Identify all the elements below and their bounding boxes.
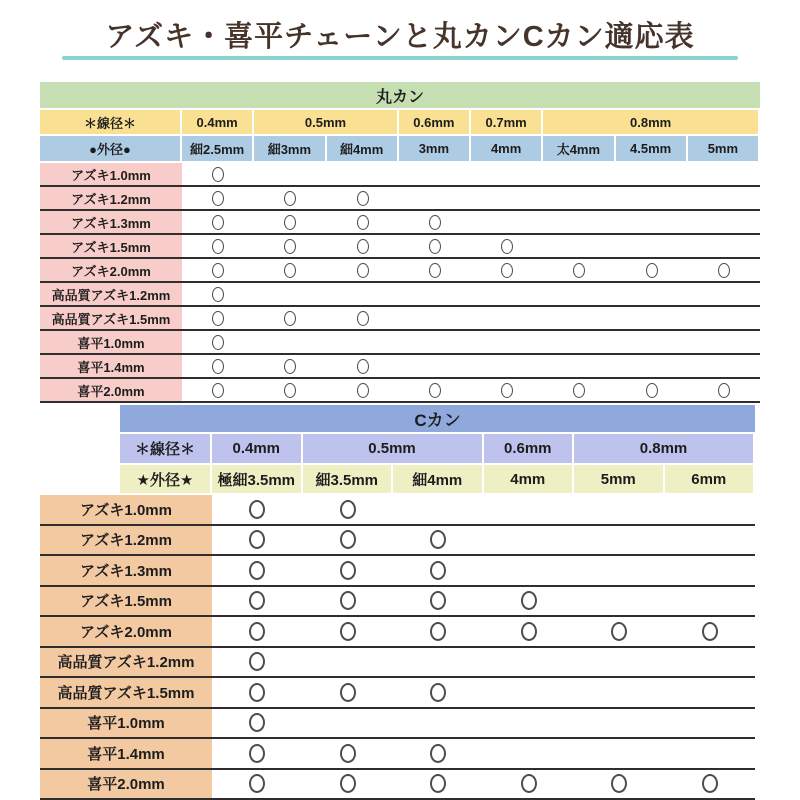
marukan-mark-cell (688, 283, 760, 305)
ckan-mark-cell (574, 526, 665, 555)
marukan-mark-cell (688, 187, 760, 209)
marukan-mark-cell (327, 187, 399, 209)
marukan-mark-cell (254, 235, 326, 257)
compatibility-circle-mark (430, 744, 446, 763)
marukan-row (40, 307, 760, 331)
ckan-mark-cell (212, 587, 303, 616)
compatibility-circle-mark (429, 215, 441, 230)
compatibility-circle-mark (249, 652, 265, 671)
marukan-mark-cell (327, 163, 399, 185)
marukan-wire-group: 0.4mm (182, 110, 252, 134)
ckan-mark-cell (393, 617, 484, 646)
marukan-mark-cell (254, 355, 326, 377)
compatibility-circle-mark (611, 622, 627, 641)
ckan-mark-cell (665, 770, 756, 799)
ckan-mark-cell (212, 739, 303, 768)
ckan-row-label: アズキ1.5mm (40, 587, 212, 616)
compatibility-circle-mark (430, 591, 446, 610)
marukan-mark-cell (471, 355, 543, 377)
ckan-row (40, 556, 755, 587)
compatibility-circle-mark (573, 383, 585, 398)
ckan-row (40, 648, 755, 679)
marukan-row (40, 163, 760, 187)
ckan-mark-cell (212, 678, 303, 707)
marukan-row (40, 187, 760, 211)
compatibility-circle-mark (357, 383, 369, 398)
marukan-mark-cell (254, 187, 326, 209)
marukan-mark-cell (182, 187, 254, 209)
ckan-wire-label: ＊線径＊ (120, 434, 210, 463)
ckan-row (40, 739, 755, 770)
marukan-mark-cell (182, 283, 254, 305)
ckan-wire-group: 0.8mm (574, 434, 753, 463)
compatibility-circle-mark (340, 774, 356, 793)
marukan-outer-col: 太4mm (543, 136, 613, 161)
marukan-row-label: 高品質アズキ1.5mm (40, 307, 182, 329)
compatibility-circle-mark (212, 287, 224, 302)
marukan-mark-cell (688, 379, 760, 401)
marukan-row (40, 283, 760, 307)
marukan-mark-cell (399, 211, 471, 233)
marukan-row (40, 355, 760, 379)
compatibility-circle-mark (718, 383, 730, 398)
ckan-mark-cell (303, 709, 394, 738)
marukan-mark-cell (471, 259, 543, 281)
ckan-outer-col: 4mm (484, 465, 573, 493)
marukan-mark-cell (688, 331, 760, 353)
marukan-row (40, 235, 760, 259)
ckan-mark-cell (393, 678, 484, 707)
ckan-wire-group: 0.5mm (303, 434, 482, 463)
marukan-mark-cell (543, 163, 615, 185)
ckan-mark-cell (484, 556, 575, 585)
marukan-mark-cell (616, 259, 688, 281)
marukan-row-label: アズキ1.5mm (40, 235, 182, 257)
ckan-outer-col: 細3.5mm (303, 465, 392, 493)
marukan-mark-cell (616, 235, 688, 257)
compatibility-circle-mark (521, 774, 537, 793)
page-title: アズキ・喜平チェーンと丸カンCカン適応表 (105, 21, 695, 53)
marukan-row-label: 喜平1.4mm (40, 355, 182, 377)
compatibility-circle-mark (340, 591, 356, 610)
marukan-outer-col: 細4mm (327, 136, 397, 161)
compatibility-circle-mark (340, 500, 356, 519)
ckan-row (40, 495, 755, 526)
compatibility-circle-mark (340, 683, 356, 702)
ckan-row-label: アズキ1.2mm (40, 526, 212, 555)
ckan-mark-cell (303, 648, 394, 677)
ckan-mark-cell (484, 678, 575, 707)
marukan-mark-cell (616, 163, 688, 185)
compatibility-circle-mark (718, 263, 730, 278)
compatibility-circle-mark (340, 622, 356, 641)
ckan-mark-cell (303, 556, 394, 585)
marukan-mark-cell (543, 235, 615, 257)
marukan-mark-cell (327, 331, 399, 353)
compatibility-circle-mark (249, 561, 265, 580)
ckan-mark-cell (484, 587, 575, 616)
marukan-mark-cell (327, 379, 399, 401)
compatibility-circle-mark (212, 311, 224, 326)
marukan-outer-col: 5mm (688, 136, 758, 161)
ckan-mark-cell (393, 770, 484, 799)
ckan-mark-cell (212, 770, 303, 799)
marukan-mark-cell (399, 283, 471, 305)
ckan-mark-cell (484, 648, 575, 677)
marukan-mark-cell (471, 307, 543, 329)
compatibility-circle-mark (521, 591, 537, 610)
compatibility-circle-mark (249, 744, 265, 763)
compatibility-circle-mark (340, 561, 356, 580)
compatibility-circle-mark (212, 239, 224, 254)
ckan-outer-col: 5mm (574, 465, 663, 493)
ckan-row (40, 709, 755, 740)
ckan-row (40, 770, 755, 800)
compatibility-circle-mark (501, 239, 513, 254)
ckan-mark-cell (665, 556, 756, 585)
ckan-mark-cell (393, 556, 484, 585)
compatibility-circle-mark (357, 191, 369, 206)
compatibility-circle-mark (212, 215, 224, 230)
title-underline (62, 56, 738, 60)
marukan-mark-cell (471, 187, 543, 209)
marukan-mark-cell (471, 235, 543, 257)
ckan-mark-cell (574, 770, 665, 799)
ckan-mark-cell (665, 648, 756, 677)
ckan-wire-group: 0.6mm (484, 434, 573, 463)
compatibility-circle-mark (702, 774, 718, 793)
compatibility-circle-mark (430, 530, 446, 549)
ckan-mark-cell (393, 739, 484, 768)
ckan-row (40, 617, 755, 648)
ckan-mark-cell (212, 495, 303, 524)
marukan-mark-cell (543, 187, 615, 209)
compatibility-circle-mark (212, 167, 224, 182)
ckan-mark-cell (574, 617, 665, 646)
marukan-mark-cell (688, 259, 760, 281)
marukan-mark-cell (688, 235, 760, 257)
compatibility-circle-mark (702, 622, 718, 641)
marukan-mark-cell (327, 355, 399, 377)
marukan-mark-cell (616, 379, 688, 401)
ckan-mark-cell (303, 495, 394, 524)
ckan-outer-col: 6mm (665, 465, 754, 493)
ckan-mark-cell (574, 587, 665, 616)
compatibility-circle-mark (430, 622, 446, 641)
compatibility-circle-mark (646, 383, 658, 398)
ckan-mark-cell (665, 495, 756, 524)
compatibility-circle-mark (249, 530, 265, 549)
compatibility-circle-mark (501, 383, 513, 398)
ckan-mark-cell (574, 678, 665, 707)
marukan-mark-cell (254, 307, 326, 329)
marukan-mark-cell (399, 187, 471, 209)
marukan-row-label: アズキ2.0mm (40, 259, 182, 281)
compatibility-circle-mark (212, 191, 224, 206)
ckan-mark-cell (574, 495, 665, 524)
compatibility-circle-mark (573, 263, 585, 278)
marukan-wire-group: 0.6mm (399, 110, 469, 134)
marukan-outer-col: 3mm (399, 136, 469, 161)
marukan-mark-cell (254, 283, 326, 305)
marukan-mark-cell (543, 307, 615, 329)
ckan-outer-label: ★外径★ (120, 465, 210, 493)
compatibility-circle-mark (340, 530, 356, 549)
compatibility-circle-mark (284, 359, 296, 374)
compatibility-circle-mark (249, 591, 265, 610)
marukan-mark-cell (543, 331, 615, 353)
marukan-mark-cell (182, 307, 254, 329)
marukan-mark-cell (543, 379, 615, 401)
ckan-mark-cell (484, 526, 575, 555)
ckan-mark-cell (303, 739, 394, 768)
marukan-mark-cell (327, 211, 399, 233)
ckan-mark-cell (212, 526, 303, 555)
ckan-title: Cカン (120, 405, 755, 432)
marukan-mark-cell (471, 163, 543, 185)
ckan-outer-col: 極細3.5mm (212, 465, 301, 493)
marukan-mark-cell (399, 307, 471, 329)
marukan-wire-label: ＊線径＊ (40, 110, 180, 134)
ckan-mark-cell (212, 709, 303, 738)
compatibility-circle-mark (249, 774, 265, 793)
marukan-wire-group: 0.7mm (471, 110, 541, 134)
ckan-row-label: 喜平1.4mm (40, 739, 212, 768)
ckan-row-label: アズキ2.0mm (40, 617, 212, 646)
ckan-mark-cell (574, 739, 665, 768)
marukan-mark-cell (688, 163, 760, 185)
compatibility-circle-mark (521, 622, 537, 641)
ckan-mark-cell (665, 526, 756, 555)
marukan-outer-col: 4mm (471, 136, 541, 161)
marukan-mark-cell (399, 235, 471, 257)
ckan-mark-cell (574, 648, 665, 677)
marukan-mark-cell (543, 211, 615, 233)
ckan-mark-cell (393, 587, 484, 616)
compatibility-circle-mark (284, 191, 296, 206)
marukan-mark-cell (182, 211, 254, 233)
marukan-mark-cell (616, 187, 688, 209)
ckan-mark-cell (303, 526, 394, 555)
ckan-mark-cell (303, 678, 394, 707)
ckan-row-label: 高品質アズキ1.5mm (40, 678, 212, 707)
compatibility-circle-mark (212, 335, 224, 350)
marukan-mark-cell (471, 283, 543, 305)
ckan-row-label: アズキ1.0mm (40, 495, 212, 524)
ckan-mark-cell (393, 495, 484, 524)
marukan-mark-cell (616, 307, 688, 329)
marukan-mark-cell (254, 163, 326, 185)
ckan-row (40, 526, 755, 557)
marukan-mark-cell (688, 211, 760, 233)
ckan-mark-cell (665, 587, 756, 616)
compatibility-circle-mark (284, 215, 296, 230)
marukan-mark-cell (616, 355, 688, 377)
marukan-title: 丸カン (40, 82, 760, 108)
marukan-mark-cell (182, 355, 254, 377)
marukan-wire-group: 0.5mm (254, 110, 397, 134)
ckan-outer-col: 細4mm (393, 465, 482, 493)
ckan-mark-cell (212, 556, 303, 585)
marukan-mark-cell (688, 307, 760, 329)
marukan-row-label: アズキ1.3mm (40, 211, 182, 233)
marukan-mark-cell (399, 379, 471, 401)
compatibility-circle-mark (357, 359, 369, 374)
ckan-mark-cell (393, 709, 484, 738)
marukan-mark-cell (471, 379, 543, 401)
compatibility-circle-mark (249, 713, 265, 732)
compatibility-circle-mark (249, 683, 265, 702)
compatibility-circle-mark (429, 263, 441, 278)
marukan-row-label: 高品質アズキ1.2mm (40, 283, 182, 305)
compatibility-circle-mark (430, 683, 446, 702)
marukan-mark-cell (543, 283, 615, 305)
ckan-mark-cell (484, 770, 575, 799)
ckan-row-label: アズキ1.3mm (40, 556, 212, 585)
marukan-row-label: アズキ1.2mm (40, 187, 182, 209)
marukan-mark-cell (688, 355, 760, 377)
ckan-mark-cell (484, 709, 575, 738)
marukan-mark-cell (327, 307, 399, 329)
marukan-mark-cell (616, 283, 688, 305)
ckan-mark-cell (303, 617, 394, 646)
marukan-outer-col: 細2.5mm (182, 136, 252, 161)
compatibility-circle-mark (429, 383, 441, 398)
ckan-table (40, 405, 755, 800)
marukan-mark-cell (182, 259, 254, 281)
compatibility-circle-mark (501, 263, 513, 278)
compatibility-circle-mark (249, 500, 265, 519)
ckan-mark-cell (665, 739, 756, 768)
ckan-row (40, 678, 755, 709)
compatibility-circle-mark (340, 744, 356, 763)
compatibility-circle-mark (284, 239, 296, 254)
ckan-row-label: 喜平2.0mm (40, 770, 212, 799)
ckan-mark-cell (665, 709, 756, 738)
compatibility-circle-mark (429, 239, 441, 254)
compatibility-circle-mark (357, 239, 369, 254)
marukan-row-label: アズキ1.0mm (40, 163, 182, 185)
ckan-mark-cell (393, 648, 484, 677)
compatibility-circle-mark (357, 215, 369, 230)
marukan-row (40, 331, 760, 355)
compatibility-circle-mark (646, 263, 658, 278)
compatibility-circle-mark (212, 263, 224, 278)
ckan-mark-cell (484, 495, 575, 524)
marukan-outer-label: ●外径● (40, 136, 180, 161)
marukan-mark-cell (327, 235, 399, 257)
marukan-mark-cell (182, 163, 254, 185)
compatibility-circle-mark (284, 263, 296, 278)
marukan-mark-cell (182, 235, 254, 257)
marukan-row (40, 379, 760, 403)
marukan-mark-cell (327, 283, 399, 305)
marukan-mark-cell (399, 355, 471, 377)
marukan-row-label: 喜平1.0mm (40, 331, 182, 353)
marukan-mark-cell (543, 355, 615, 377)
ckan-mark-cell (665, 678, 756, 707)
compatibility-circle-mark (357, 263, 369, 278)
marukan-mark-cell (616, 331, 688, 353)
marukan-mark-cell (543, 259, 615, 281)
marukan-row (40, 259, 760, 283)
ckan-mark-cell (574, 709, 665, 738)
marukan-row (40, 211, 760, 235)
compatibility-circle-mark (611, 774, 627, 793)
compatibility-circle-mark (284, 311, 296, 326)
compatibility-circle-mark (357, 311, 369, 326)
marukan-outer-col: 細3mm (254, 136, 324, 161)
ckan-row-label: 喜平1.0mm (40, 709, 212, 738)
ckan-mark-cell (212, 617, 303, 646)
marukan-mark-cell (254, 211, 326, 233)
ckan-mark-cell (665, 617, 756, 646)
marukan-mark-cell (182, 331, 254, 353)
marukan-mark-cell (182, 379, 254, 401)
compatibility-circle-mark (212, 383, 224, 398)
marukan-mark-cell (254, 379, 326, 401)
marukan-mark-cell (254, 331, 326, 353)
compatibility-circle-mark (212, 359, 224, 374)
marukan-wire-group: 0.8mm (543, 110, 758, 134)
marukan-row-label: 喜平2.0mm (40, 379, 182, 401)
ckan-mark-cell (303, 770, 394, 799)
marukan-table (40, 82, 760, 403)
ckan-mark-cell (574, 556, 665, 585)
ckan-mark-cell (484, 617, 575, 646)
marukan-mark-cell (616, 211, 688, 233)
marukan-mark-cell (399, 331, 471, 353)
marukan-mark-cell (399, 259, 471, 281)
ckan-row-label: 高品質アズキ1.2mm (40, 648, 212, 677)
compatibility-circle-mark (430, 561, 446, 580)
marukan-mark-cell (399, 163, 471, 185)
ckan-mark-cell (303, 587, 394, 616)
marukan-mark-cell (327, 259, 399, 281)
marukan-mark-cell (254, 259, 326, 281)
marukan-mark-cell (471, 211, 543, 233)
compatibility-circle-mark (430, 774, 446, 793)
compatibility-circle-mark (249, 622, 265, 641)
ckan-wire-group: 0.4mm (212, 434, 301, 463)
ckan-mark-cell (212, 648, 303, 677)
marukan-mark-cell (471, 331, 543, 353)
compatibility-circle-mark (284, 383, 296, 398)
ckan-row (40, 587, 755, 618)
ckan-mark-cell (393, 526, 484, 555)
marukan-outer-col: 4.5mm (616, 136, 686, 161)
ckan-mark-cell (484, 739, 575, 768)
